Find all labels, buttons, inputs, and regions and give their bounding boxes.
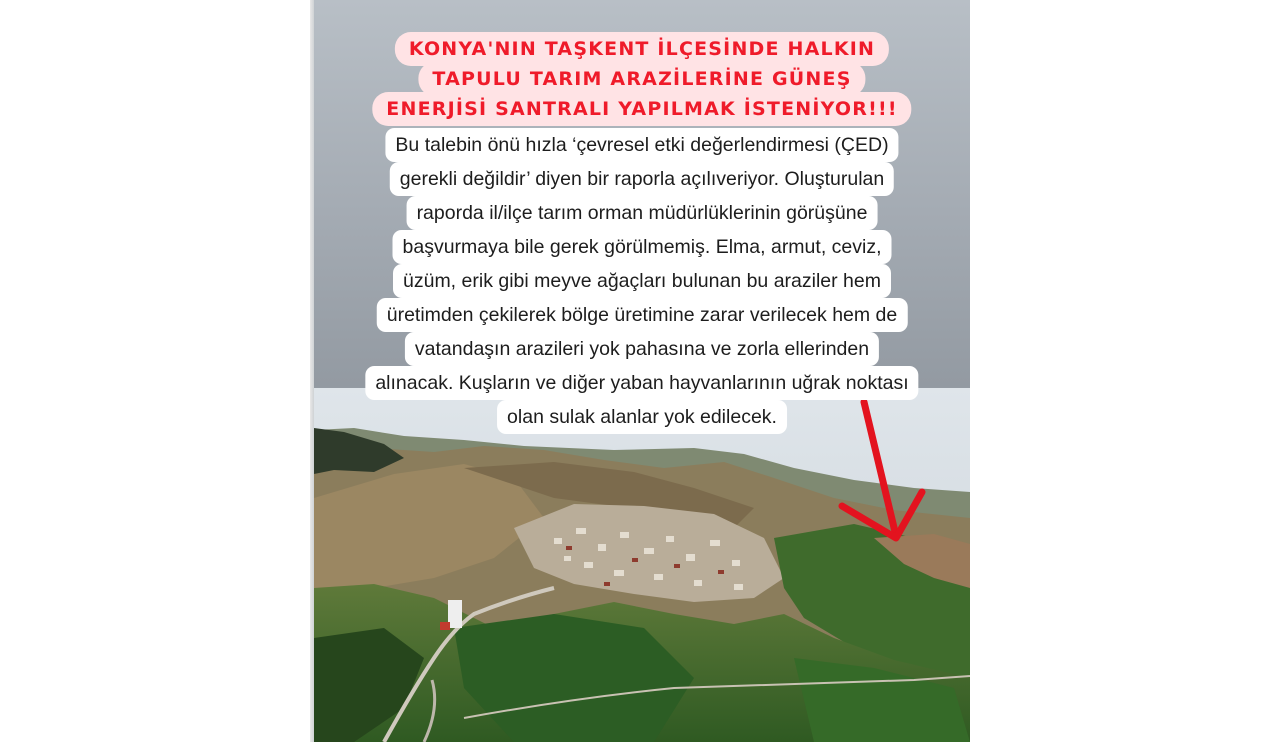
body-line-9: olan sulak alanlar yok edilecek. xyxy=(497,400,787,434)
body-line-8: alınacak. Kuşların ve diğer yaban hayvanlarının uğrak noktası xyxy=(365,366,918,400)
story-card xyxy=(314,0,970,742)
body-line-4: başvurmaya bile gerek görülmemiş. Elma, armut, ceviz, xyxy=(393,230,892,264)
body-line-1: Bu talebin önü hızla ‘çevresel etki değerlendirmesi (ÇED) xyxy=(385,128,898,162)
body-line-2: gerekli değildir’ diyen bir raporla açılıveriyor. Oluşturulan xyxy=(390,162,894,196)
headline-line-3: ENERJİSİ SANTRALI YAPILMAK İSTENİYOR!!! xyxy=(372,92,911,126)
body-line-6: üretimden çekilerek bölge üretimine zarar verilecek hem de xyxy=(377,298,908,332)
red-arrow-icon xyxy=(830,396,930,548)
body-line-5: üzüm, erik gibi meyve ağaçları bulunan bu araziler hem xyxy=(393,264,891,298)
headline-line-2: TAPULU TARIM ARAZİLERİNE GÜNEŞ xyxy=(418,62,865,96)
body-line-7: vatandaşın arazileri yok pahasına ve zorla ellerinden xyxy=(405,332,879,366)
headline-line-1: KONYA'NIN TAŞKENT İLÇESİNDE HALKIN xyxy=(395,32,889,66)
body-line-3: raporda il/ilçe tarım orman müdürlüklerinin görüşüne xyxy=(407,196,878,230)
